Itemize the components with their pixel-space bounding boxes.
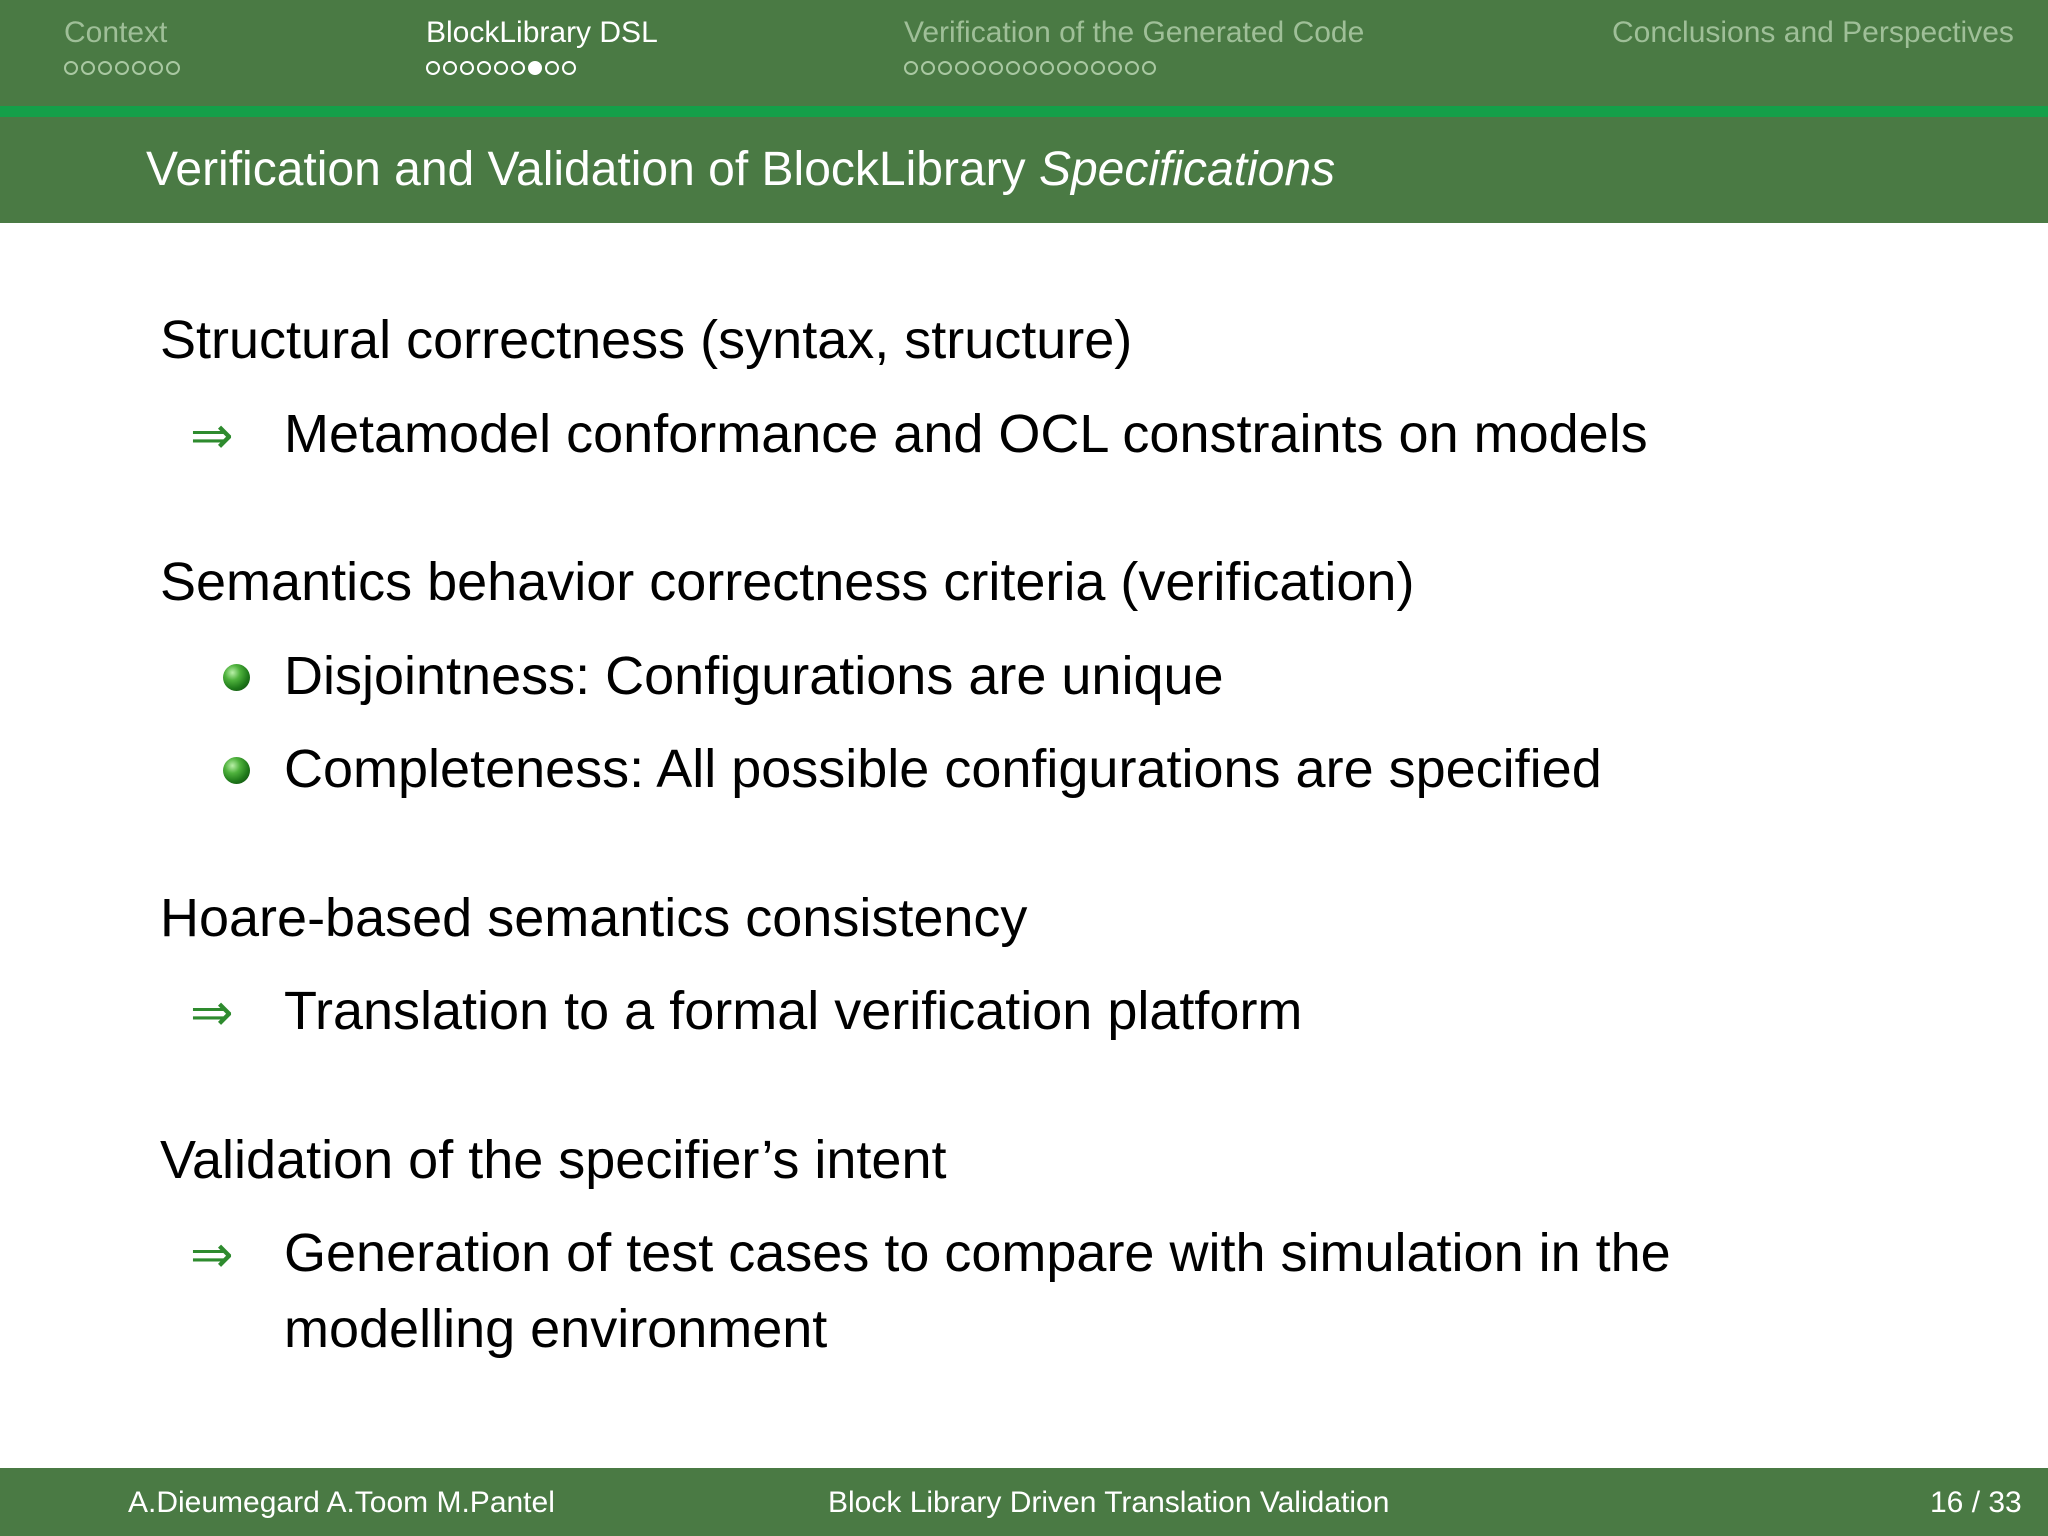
section-navigation-bar	[0, 0, 2048, 106]
frame-title-bar	[0, 117, 2048, 223]
frame-dot[interactable]	[443, 61, 457, 75]
frame-dot[interactable]	[1091, 61, 1105, 75]
heading-validation-intent: Validation of the specifier’s intent	[160, 1130, 947, 1190]
frame-dot[interactable]	[149, 61, 163, 75]
implies-arrow-icon: ⇒	[190, 406, 234, 466]
footer-talk-title: Block Library Driven Translation Validation	[828, 1486, 1390, 1519]
nav-section-label[interactable]: Context	[64, 16, 168, 49]
frame-dot[interactable]	[166, 61, 180, 75]
implication-test-generation-line-1: Generation of test cases to compare with simulation in the	[284, 1223, 1671, 1283]
frame-dot[interactable]	[1057, 61, 1071, 75]
nav-frame-dots	[904, 58, 1364, 78]
nav-section-context[interactable]	[64, 14, 180, 78]
frame-dot[interactable]	[132, 61, 146, 75]
nav-frame-dots	[426, 58, 658, 78]
bullet-ball-icon	[223, 757, 250, 784]
frame-dot[interactable]	[904, 61, 918, 75]
footer-authors: A.Dieumegard A.Toom M.Pantel	[128, 1486, 555, 1519]
frame-dot[interactable]	[81, 61, 95, 75]
frame-dot[interactable]	[1040, 61, 1054, 75]
frame-dot[interactable]	[921, 61, 935, 75]
implication-test-generation-line-2: modelling environment	[284, 1299, 828, 1359]
frame-dot[interactable]	[989, 61, 1003, 75]
implies-arrow-icon: ⇒	[190, 1225, 234, 1285]
nav-section-blocklibrary-dsl[interactable]	[426, 14, 658, 78]
frame-title-italic: Specifications	[1038, 143, 1336, 196]
footer-bar	[0, 1468, 2048, 1536]
footer-page-number: 16 / 33	[1930, 1486, 2022, 1519]
frame-dot[interactable]	[115, 61, 129, 75]
heading-structural-correctness: Structural correctness (syntax, structure)	[160, 310, 1133, 370]
frame-dot[interactable]	[460, 61, 474, 75]
nav-section-verification[interactable]	[904, 14, 1364, 78]
frame-dot[interactable]	[1006, 61, 1020, 75]
frame-dot[interactable]	[1142, 61, 1156, 75]
frame-dot[interactable]	[511, 61, 525, 75]
implication-formal-translation: Translation to a formal verification platform	[284, 981, 1303, 1041]
frame-dot[interactable]	[1074, 61, 1088, 75]
nav-section-label[interactable]: Verification of the Generated Code	[904, 16, 1365, 49]
frame-dot[interactable]	[955, 61, 969, 75]
bullet-completeness: Completeness: All possible configurations are specified	[284, 739, 1602, 799]
frame-dot[interactable]	[562, 61, 576, 75]
nav-section-conclusions[interactable]	[1612, 14, 2014, 52]
nav-section-label[interactable]: Conclusions and Perspectives	[1612, 16, 2014, 49]
current-frame-dot[interactable]	[528, 61, 542, 75]
frame-dot[interactable]	[426, 61, 440, 75]
frame-dot[interactable]	[64, 61, 78, 75]
heading-semantics-correctness: Semantics behavior correctness criteria (verification)	[160, 552, 1415, 612]
heading-hoare-consistency: Hoare-based semantics consistency	[160, 888, 1028, 948]
frame-dot[interactable]	[98, 61, 112, 75]
frame-dot[interactable]	[477, 61, 491, 75]
frame-title	[146, 141, 1335, 199]
frame-dot[interactable]	[1125, 61, 1139, 75]
frame-title-text: Verification and Validation of BlockLibrary	[146, 143, 1026, 196]
bullet-ball-icon	[223, 664, 250, 691]
frame-dot[interactable]	[1108, 61, 1122, 75]
nav-divider-rule	[0, 106, 2048, 117]
implies-arrow-icon: ⇒	[190, 983, 234, 1043]
frame-dot[interactable]	[938, 61, 952, 75]
frame-dot[interactable]	[494, 61, 508, 75]
nav-frame-dots	[64, 58, 180, 78]
frame-dot[interactable]	[1023, 61, 1037, 75]
bullet-disjointness: Disjointness: Configurations are unique	[284, 646, 1224, 706]
frame-dot[interactable]	[972, 61, 986, 75]
frame-dot[interactable]	[545, 61, 559, 75]
nav-section-label[interactable]: BlockLibrary DSL	[426, 16, 658, 49]
implication-metamodel-conformance: Metamodel conformance and OCL constraints on models	[284, 404, 1648, 464]
